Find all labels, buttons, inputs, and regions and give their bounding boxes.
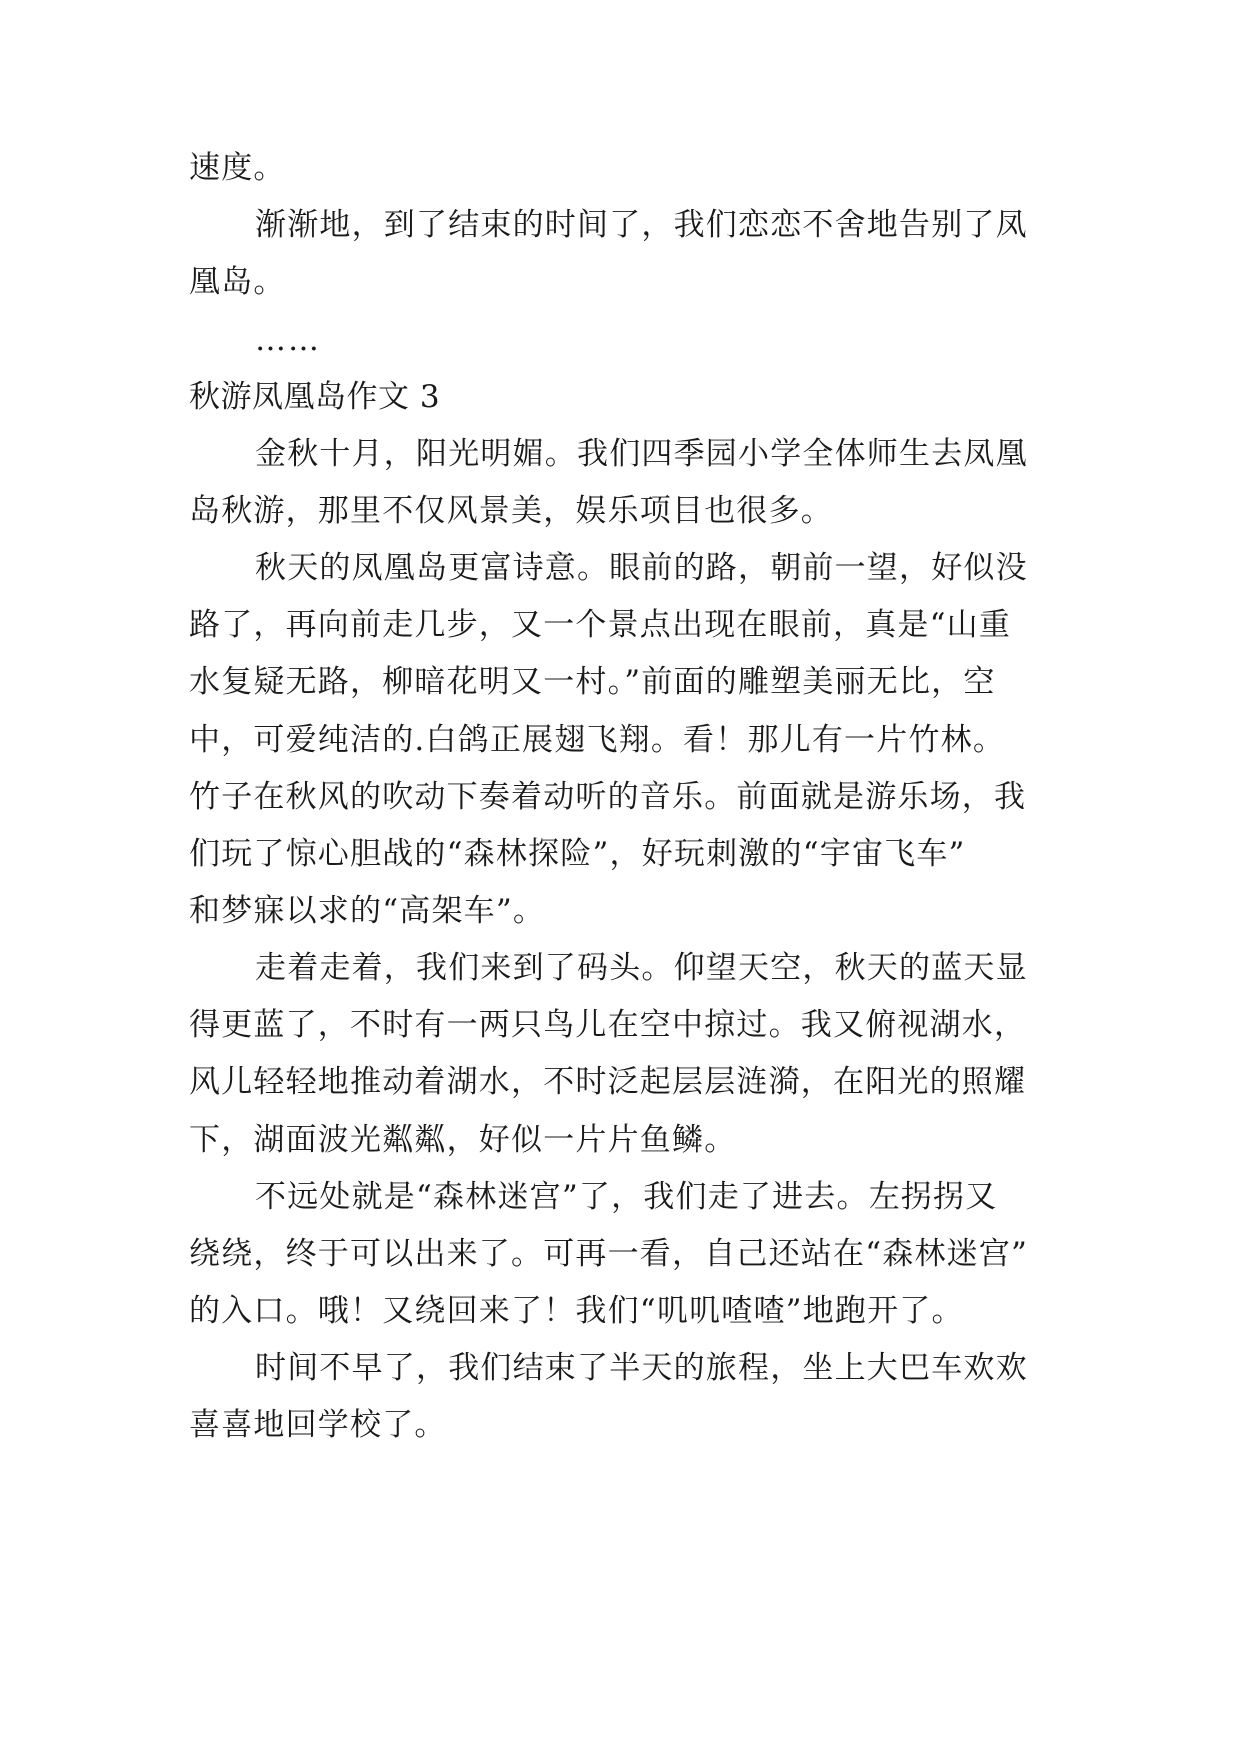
text-line: 渐渐地，到了结束的时间了，我们恋恋不舍地告别了凤 <box>255 207 1028 243</box>
text-line: 下，湖面波光粼粼，好似一片片鱼鳞。 <box>189 1122 737 1158</box>
text-line: 水复疑无路，柳暗花明又一村。”前面的雕塑美丽无比，空 <box>189 664 996 700</box>
text-line: 绕绕，终于可以出来了。可再一看，自己还站在“森林迷宫” <box>189 1236 1029 1272</box>
text-line: 岛秋游，那里不仅风景美，娱乐项目也很多。 <box>189 493 833 529</box>
text-line: 中，可爱纯洁的.白鸽正展翅飞翔。看！那儿有一片竹林。 <box>189 722 1006 758</box>
text-line: 和梦寐以求的“高架车”。 <box>189 893 546 929</box>
text-line: 不远处就是“森林迷宫”了，我们走了进去。左拐拐又 <box>255 1179 998 1215</box>
text-line: 时间不早了，我们结束了半天的旅程，坐上大巴车欢欢 <box>255 1350 1028 1386</box>
text-line: 们玩了惊心胆战的“森林探险”，好玩刺激的“宇宙飞车” <box>189 836 966 872</box>
text-line: 喜喜地回学校了。 <box>189 1407 447 1443</box>
text-line: 秋天的凤凰岛更富诗意。眼前的路，朝前一望，好似没 <box>255 550 1028 586</box>
ellipsis-line: …… <box>255 322 321 358</box>
text-line: 竹子在秋风的吹动下奏着动听的音乐。前面就是游乐场，我 <box>189 779 1027 815</box>
text-line: 路了，再向前走几步，又一个景点出现在眼前，真是“山重 <box>189 607 1012 643</box>
text-line: 凰岛。 <box>189 264 286 300</box>
text-line: 金秋十月，阳光明媚。我们四季园小学全体师生去凤凰 <box>255 436 1028 472</box>
text-line: 的入口。哦！又绕回来了！我们“叽叽喳喳”地跑开了。 <box>189 1293 964 1329</box>
text-line: 风儿轻轻地推动着湖水，不时泛起层层涟漪，在阳光的照耀 <box>189 1064 1027 1100</box>
text-line: 速度。 <box>189 150 286 186</box>
text-line: 得更蓝了，不时有一两只鸟儿在空中掠过。我又俯视湖水， <box>189 1007 1027 1043</box>
text-line: 走着走着，我们来到了码头。仰望天空，秋天的蓝天显 <box>255 950 1028 986</box>
section-heading: 秋游凤凰岛作文 3 <box>189 379 441 415</box>
